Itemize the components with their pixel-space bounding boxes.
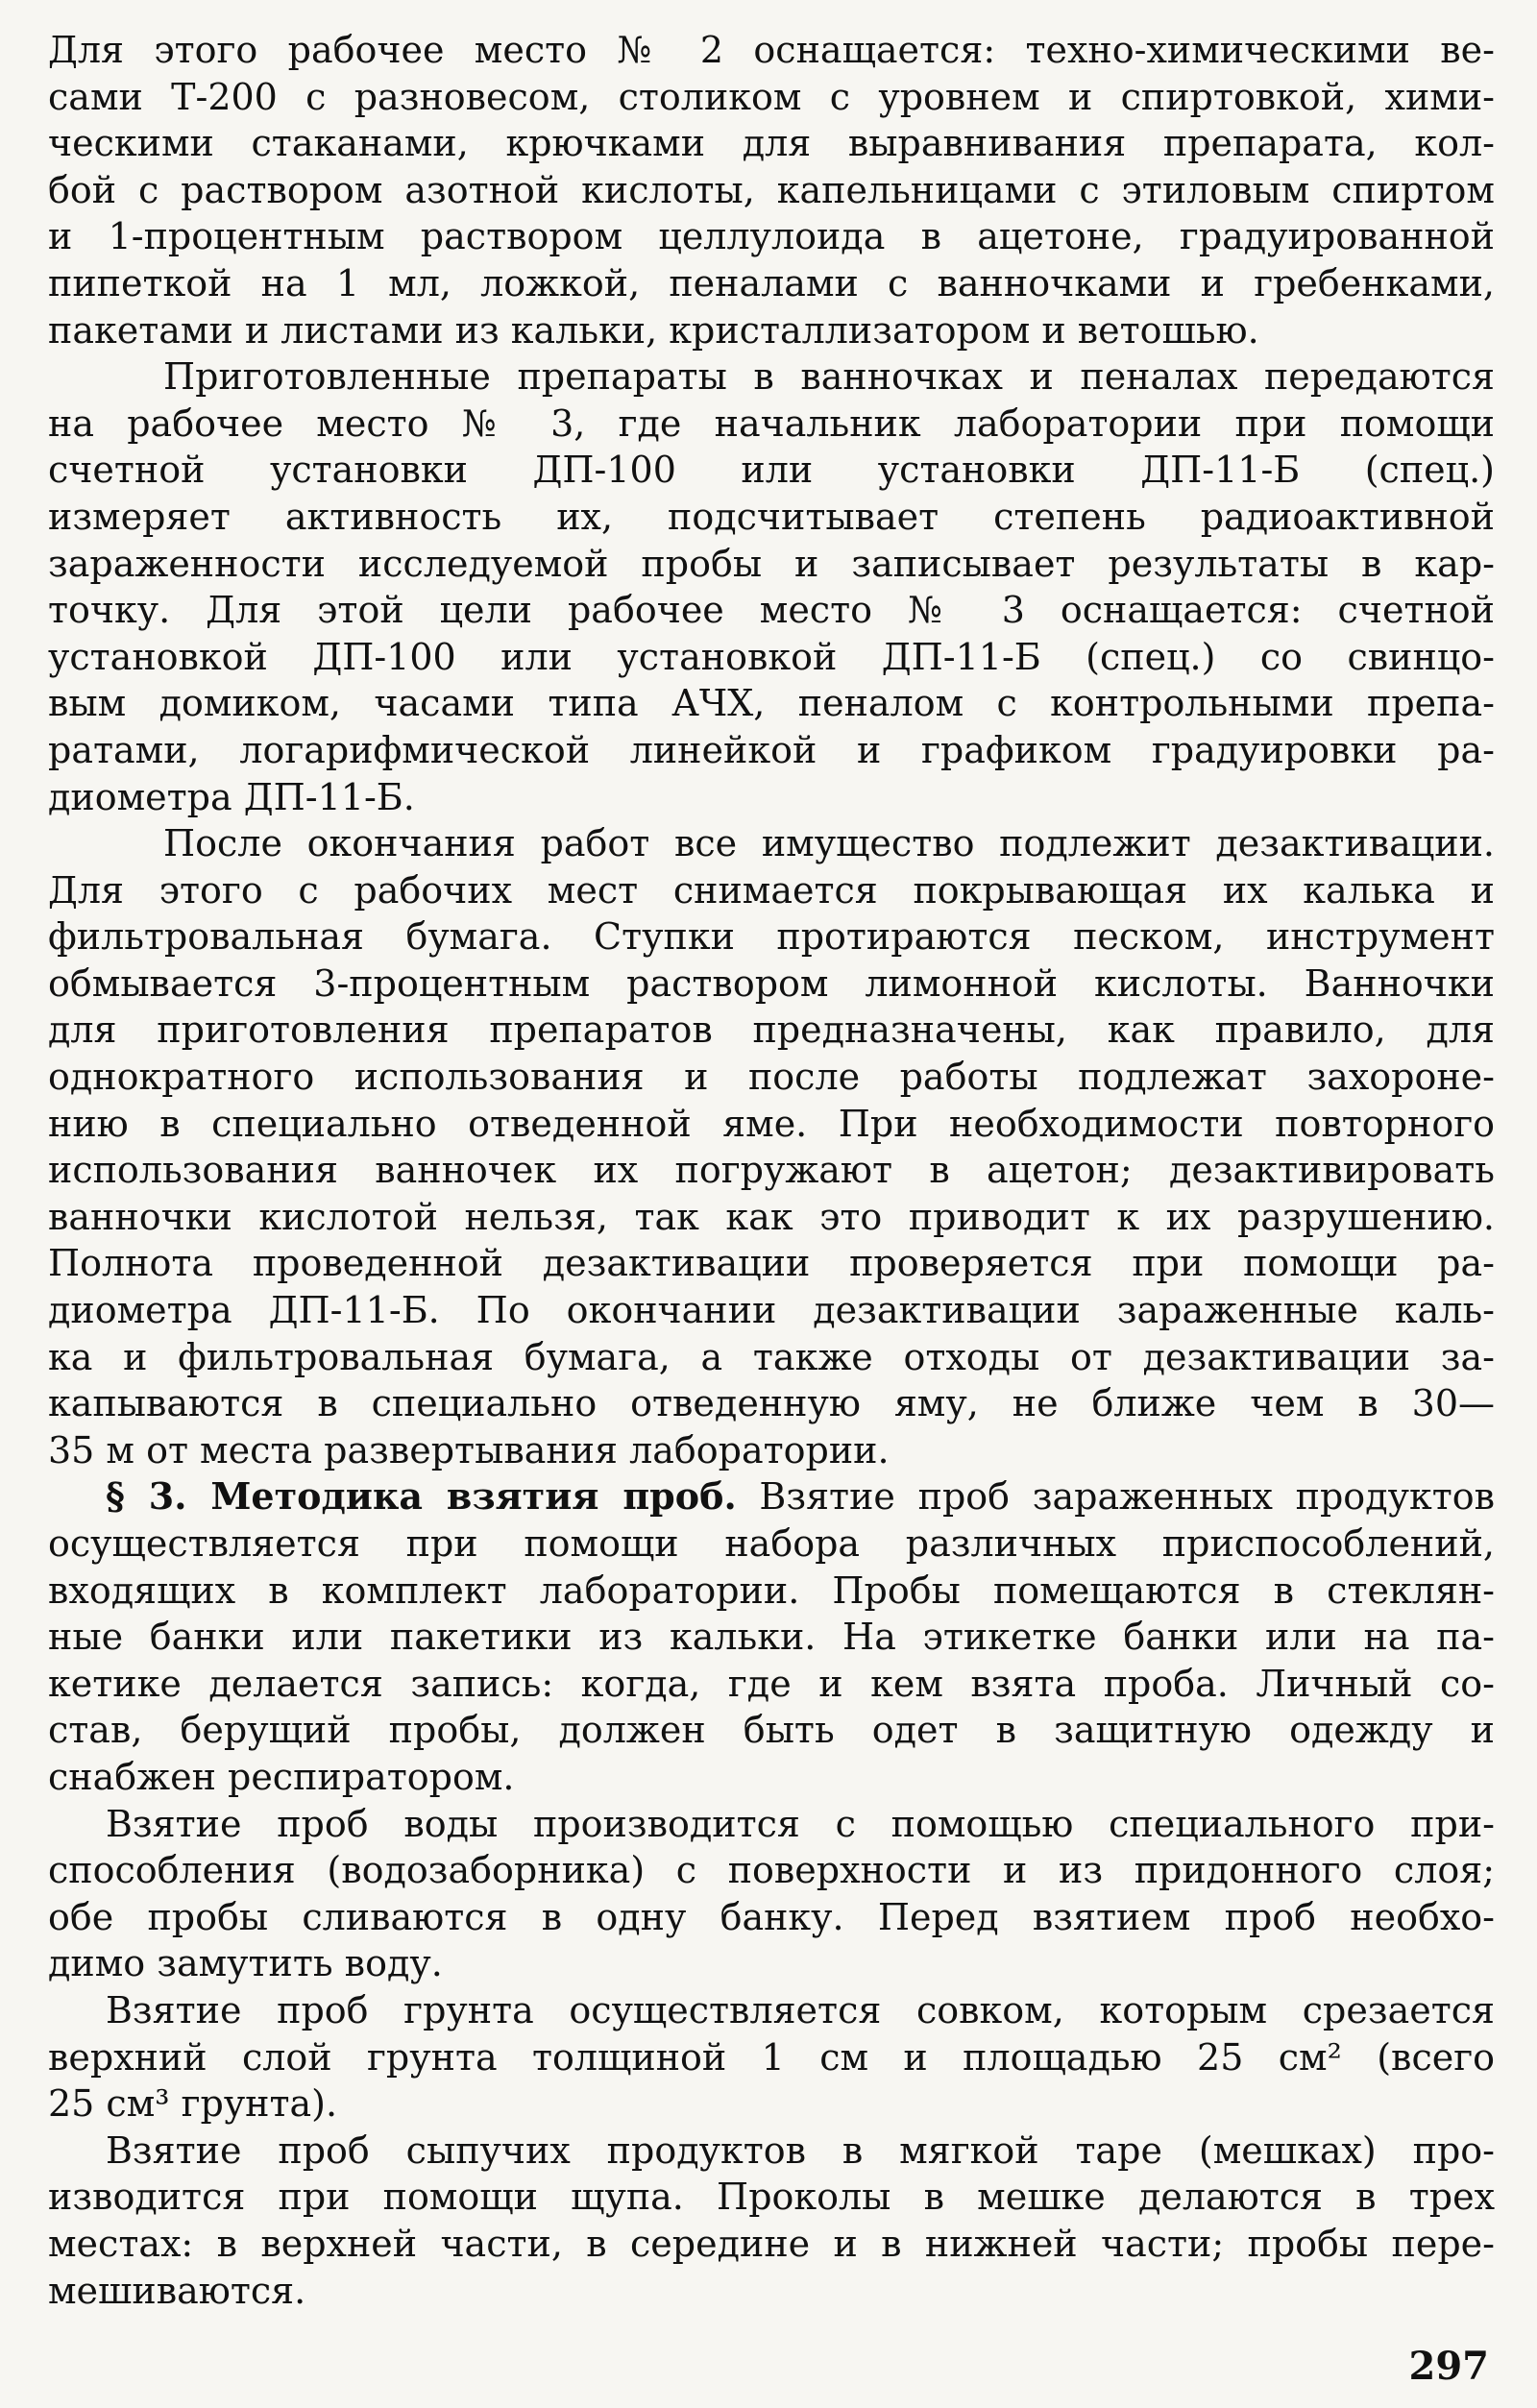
- text-line: 35 м от места развертывания лаборатории.: [48, 1428, 890, 1472]
- text-line: на рабочее место № 3, где начальник лаборатории при помощи: [48, 401, 1495, 445]
- text-line: Для этого рабочее место № 2 оснащается: техно-химическими ве-: [48, 29, 1495, 71]
- text-line: Взятие проб воды производится с помощью специального при-: [106, 1802, 1495, 1845]
- page-number: 297: [1408, 2344, 1489, 2389]
- text-line: ратами, логарифмической линейкой и графиком градуировки ра-: [48, 728, 1495, 771]
- paragraph-4: [48, 1473, 1495, 1800]
- paragraph-3: [48, 820, 1495, 1473]
- text-line: димо замутить воду.: [48, 1942, 443, 1985]
- text-fragment: Взятие проб зараженных продуктов: [736, 1475, 1495, 1519]
- text-line: ческими стаканами, крючками для выравнивания препарата, кол-: [48, 122, 1495, 165]
- text-line: фильтровальная бумага. Ступки протираются песком, инструмент: [48, 915, 1495, 959]
- text-line: став, берущий пробы, должен быть одет в защитную одежду и: [48, 1709, 1495, 1752]
- text-line: изводится при помощи щупа. Проколы в мешке делаются в трех: [48, 2176, 1495, 2219]
- text-line: пипеткой на 1 мл, ложкой, пеналами с ванночками и гребенками,: [48, 261, 1495, 304]
- text-line: Взятие проб грунта осуществляется совком, которым срезается: [106, 1988, 1495, 2031]
- text-line: вым домиком, часами типа АЧХ, пеналом с контрольными препа-: [48, 682, 1495, 725]
- text-line: сами Т-200 с разновесом, столиком с уровнем и спиртовкой, хими-: [48, 75, 1495, 118]
- page-body: [48, 27, 1495, 2314]
- text-line: и 1-процентным раствором целлулоида в ацетоне, градуированной: [48, 215, 1495, 258]
- text-line: нию в специально отведенной яме. При необходимости повторного: [48, 1102, 1495, 1145]
- text-line: бой с раствором азотной кислоты, капельницами с этиловым спиртом: [48, 168, 1495, 211]
- text-line: зараженности исследуемой пробы и записывает результаты в кар-: [48, 542, 1495, 585]
- text-line: установкой ДП-100 или установкой ДП-11-Б (спец.) со свинцо-: [48, 635, 1495, 678]
- text-line: диометра ДП-11-Б.: [48, 775, 415, 818]
- text-line: способления (водозаборника) с поверхности и из придонного слоя;: [48, 1849, 1495, 1892]
- text-line: счетной установки ДП-100 или установки ДП-11-Б (спец.): [48, 449, 1495, 492]
- text-line: использования ванночек их погружают в ацетон; дезактивировать: [48, 1149, 1495, 1192]
- paragraph-5: [48, 1801, 1495, 1987]
- paragraph-7: [48, 2128, 1495, 2314]
- text-line: ванночки кислотой нельзя, так как это приводит к их разрушению.: [48, 1195, 1495, 1238]
- text-line: После окончания работ все имущество подлежит дезактивации.: [163, 822, 1495, 865]
- text-line: пакетами и листами из кальки, кристаллизатором и ветошью.: [48, 308, 1259, 352]
- text-line: точку. Для этой цели рабочее место № 3 оснащается: счетной: [48, 589, 1495, 632]
- text-line: ные банки или пакетики из кальки. На этикетке банки или на па-: [48, 1616, 1495, 1659]
- paragraph-2: [48, 353, 1495, 820]
- text-line: снабжен респиратором.: [48, 1755, 515, 1798]
- text-line: Полнота проведенной дезактивации проверяется при помощи ра-: [48, 1242, 1495, 1285]
- text-line: капываются в специально отведенную яму, не ближе чем в 30—: [48, 1382, 1495, 1425]
- text-line: ка и фильтровальная бумага, а также отходы от дезактивации за-: [48, 1335, 1495, 1378]
- text-line: входящих в комплект лаборатории. Пробы помещаются в стеклян-: [48, 1569, 1495, 1612]
- text-line: обе пробы сливаются в одну банку. Перед взятием проб необхо-: [48, 1895, 1495, 1938]
- text-line: кетике делается запись: когда, где и кем взята проба. Личный со-: [48, 1662, 1495, 1705]
- text-line: однократного использования и после работы подлежат захороне-: [48, 1056, 1495, 1099]
- text-line: для приготовления препаратов предназначены, как правило, для: [48, 1009, 1495, 1052]
- text-line: осуществляется при помощи набора различных приспособлений,: [48, 1522, 1495, 1565]
- text-line: Приготовленные препараты в ванночках и пеналах передаются: [163, 355, 1495, 399]
- section-heading: § 3. Методика взятия проб.: [106, 1474, 737, 1519]
- text-line: местах: в верхней части, в середине и в нижней части; пробы пере-: [48, 2222, 1495, 2265]
- paragraph-6: [48, 1987, 1495, 2128]
- text-line: мешиваются.: [48, 2269, 306, 2312]
- text-line: [48, 1473, 1495, 1520]
- text-line: 25 см³ грунта).: [48, 2082, 338, 2126]
- text-line: обмывается 3-процентным раствором лимонной кислоты. Ванночки: [48, 961, 1495, 1005]
- paragraph-1: [48, 27, 1495, 353]
- text-line: Для этого с рабочих мест снимается покрывающая их калька и: [48, 868, 1495, 912]
- text-line: Взятие проб сыпучих продуктов в мягкой таре (мешках) про-: [106, 2128, 1495, 2172]
- text-line: диометра ДП-11-Б. По окончании дезактивации зараженные каль-: [48, 1289, 1495, 1332]
- text-line: измеряет активность их, подсчитывает степень радиоактивной: [48, 495, 1495, 538]
- text-line: верхний слой грунта толщиной 1 см и площадью 25 см² (всего: [48, 2035, 1495, 2079]
